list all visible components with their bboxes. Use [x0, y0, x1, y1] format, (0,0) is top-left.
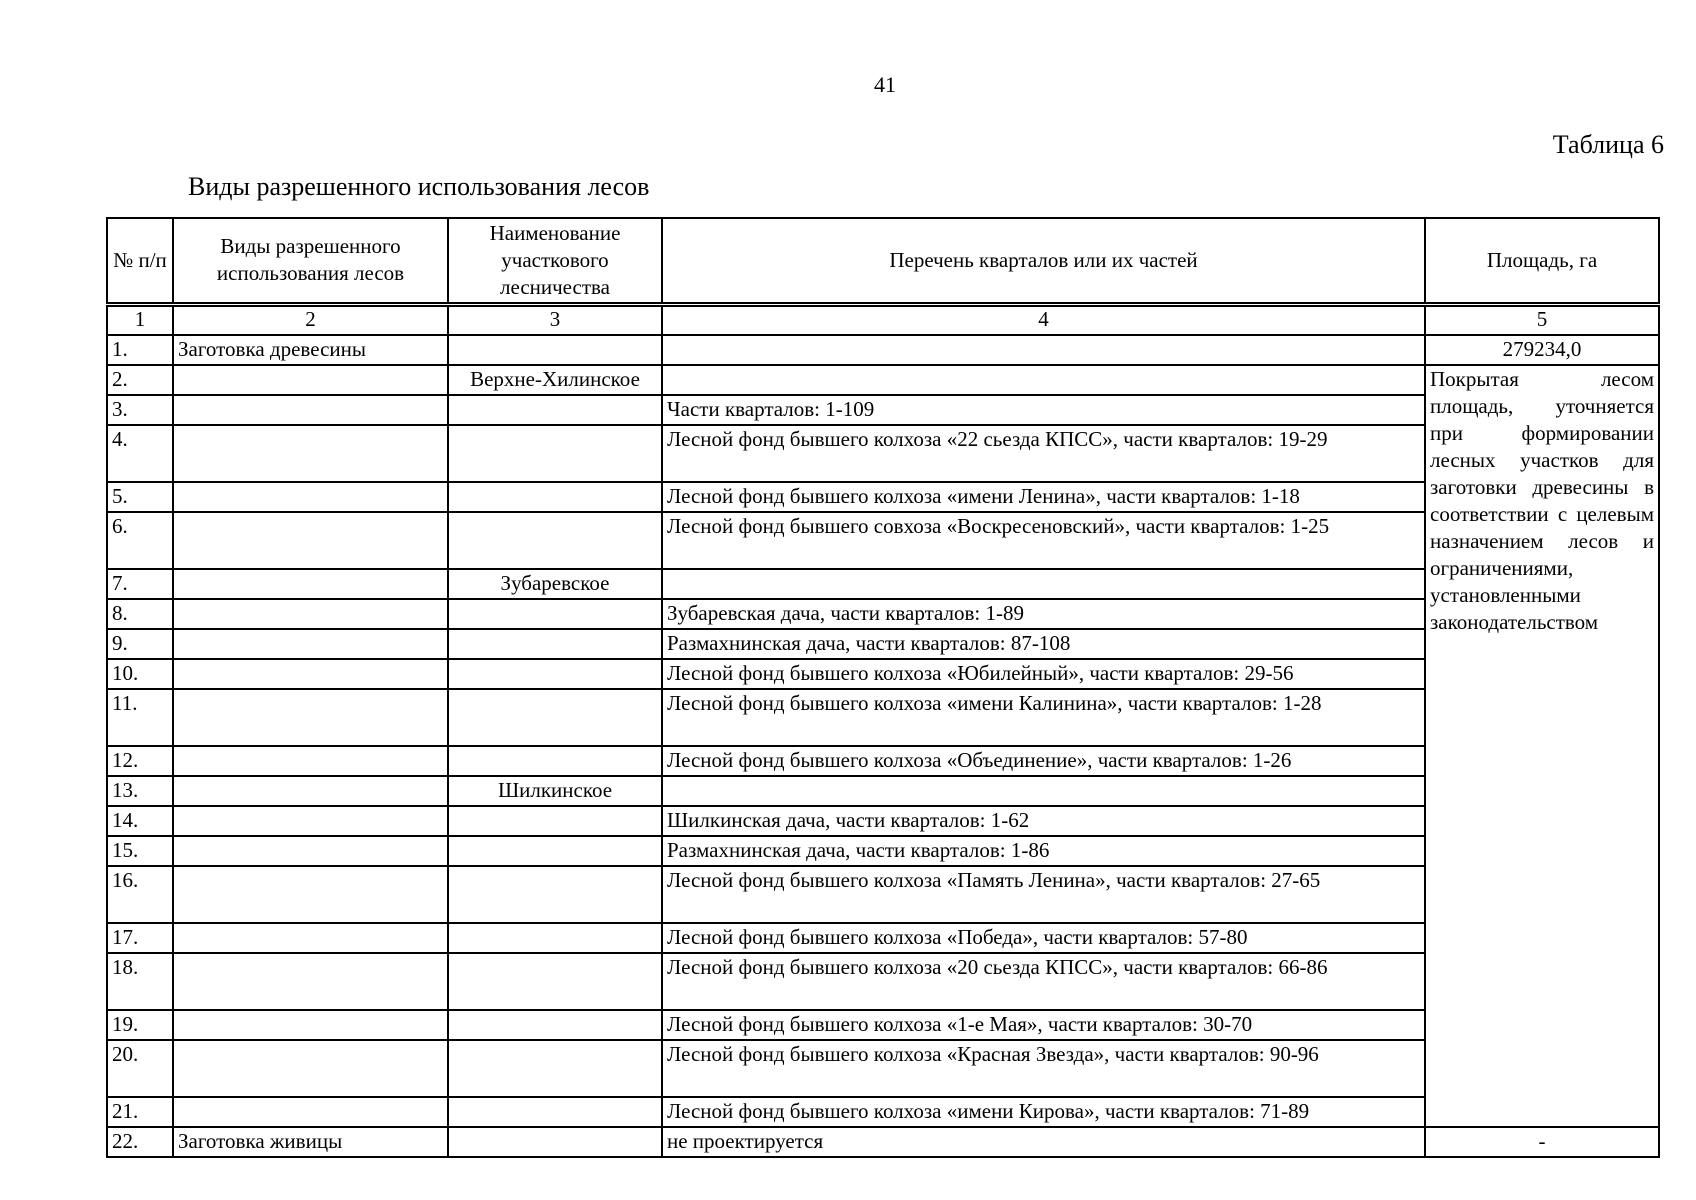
row-number: 8.: [107, 599, 173, 629]
row-number: 21.: [107, 1097, 173, 1127]
row-number: 4.: [107, 425, 173, 482]
row-number: 6.: [107, 512, 173, 569]
row-number: 7.: [107, 569, 173, 599]
row-number: 1.: [107, 335, 173, 365]
table-header-row: [107, 218, 1659, 304]
quarters-cell: Части кварталов: 1-109: [662, 395, 1425, 425]
forestry-cell: [448, 746, 662, 776]
row-number: 12.: [107, 746, 173, 776]
use-type-cell: [173, 425, 448, 482]
quarters-cell: Лесной фонд бывшего колхоза «Победа», части кварталов: 57-80: [662, 923, 1425, 953]
forestry-cell: Шилкинское: [448, 776, 662, 806]
use-type-cell: [173, 923, 448, 953]
forestry-cell: [448, 512, 662, 569]
page-number: 41: [874, 72, 896, 97]
row-number: 13.: [107, 776, 173, 806]
column-number: 5: [1425, 304, 1659, 335]
use-type-cell: [173, 866, 448, 923]
use-type-cell: [173, 836, 448, 866]
quarters-cell: [662, 335, 1425, 365]
column-number: 4: [662, 304, 1425, 335]
quarters-cell: [662, 569, 1425, 599]
quarters-cell: Лесной фонд бывшего колхоза «1-е Мая», части кварталов: 30-70: [662, 1010, 1425, 1040]
row-number: 9.: [107, 629, 173, 659]
row-number: 22.: [107, 1127, 173, 1157]
quarters-cell: Размахнинская дача, части кварталов: 87-108: [662, 629, 1425, 659]
forest-use-table: [106, 217, 1660, 1158]
quarters-cell: Лесной фонд бывшего колхоза «Юбилейный», части кварталов: 29-56: [662, 659, 1425, 689]
use-type-cell: [173, 1097, 448, 1127]
quarters-cell: Лесной фонд бывшего колхоза «имени Ленина», части кварталов: 1-18: [662, 482, 1425, 512]
table-row: [107, 335, 1659, 365]
quarters-cell: Размахнинская дача, части кварталов: 1-86: [662, 836, 1425, 866]
table-row: [107, 365, 1659, 395]
use-type-cell: Заготовка древесины: [173, 335, 448, 365]
forestry-cell: [448, 806, 662, 836]
forestry-cell: [448, 866, 662, 923]
forestry-cell: [448, 836, 662, 866]
quarters-cell: [662, 776, 1425, 806]
row-number: 10.: [107, 659, 173, 689]
use-type-cell: [173, 1010, 448, 1040]
quarters-cell: Лесной фонд бывшего колхоза «20 сьезда КПСС», части кварталов: 66-86: [662, 953, 1425, 1010]
document-title: Виды разрешенного использования лесов: [188, 172, 650, 201]
forestry-cell: [448, 599, 662, 629]
forestry-cell: [448, 659, 662, 689]
header-forestry: Наименование участкового лесничества: [448, 218, 662, 304]
quarters-cell: Шилкинская дача, части кварталов: 1-62: [662, 806, 1425, 836]
quarters-cell: Лесной фонд бывшего колхоза «имени Кирова», части кварталов: 71-89: [662, 1097, 1425, 1127]
quarters-cell: Зубаревская дача, части кварталов: 1-89: [662, 599, 1425, 629]
use-type-cell: [173, 689, 448, 746]
use-type-cell: [173, 599, 448, 629]
use-type-cell: [173, 746, 448, 776]
quarters-cell: Лесной фонд бывшего колхоза «22 сьезда КПСС», части кварталов: 19-29: [662, 425, 1425, 482]
quarters-cell: Лесной фонд бывшего колхоза «Объединение», части кварталов: 1-26: [662, 746, 1425, 776]
row-number: 18.: [107, 953, 173, 1010]
forestry-cell: [448, 482, 662, 512]
forestry-cell: [448, 1040, 662, 1097]
use-type-cell: Заготовка живицы: [173, 1127, 448, 1157]
row-number: 14.: [107, 806, 173, 836]
row-number: 20.: [107, 1040, 173, 1097]
forestry-cell: Верхне-Хилинское: [448, 365, 662, 395]
row-number: 2.: [107, 365, 173, 395]
forestry-cell: [448, 1010, 662, 1040]
forestry-cell: [448, 923, 662, 953]
header-use-type: Виды разрешенного использования лесов: [173, 218, 448, 304]
use-type-cell: [173, 776, 448, 806]
use-type-cell: [173, 395, 448, 425]
column-number: 3: [448, 304, 662, 335]
use-type-cell: [173, 806, 448, 836]
use-type-cell: [173, 482, 448, 512]
forestry-cell: [448, 629, 662, 659]
row-number: 11.: [107, 689, 173, 746]
column-number-row: [107, 304, 1659, 335]
quarters-cell: Лесной фонд бывшего колхоза «имени Калинина», части кварталов: 1-28: [662, 689, 1425, 746]
area-cell: 279234,0: [1425, 335, 1659, 365]
row-number: 16.: [107, 866, 173, 923]
use-type-cell: [173, 953, 448, 1010]
header-quarters: Перечень кварталов или их частей: [662, 218, 1425, 304]
header-number: № п/п: [107, 218, 173, 304]
quarters-cell: [662, 365, 1425, 395]
quarters-cell: Лесной фонд бывшего совхоза «Воскресеновский», части кварталов: 1-25: [662, 512, 1425, 569]
area-note-cell: [1425, 365, 1659, 1127]
forestry-cell: [448, 689, 662, 746]
forestry-cell: [448, 425, 662, 482]
area-cell: -: [1425, 1127, 1659, 1157]
table-label: Таблица 6: [1552, 130, 1664, 159]
use-type-cell: [173, 659, 448, 689]
forestry-cell: [448, 1127, 662, 1157]
row-number: 3.: [107, 395, 173, 425]
forestry-cell: [448, 335, 662, 365]
use-type-cell: [173, 512, 448, 569]
column-number: 2: [173, 304, 448, 335]
column-number: 1: [107, 304, 173, 335]
forestry-cell: [448, 1097, 662, 1127]
use-type-cell: [173, 629, 448, 659]
forestry-cell: [448, 395, 662, 425]
use-type-cell: [173, 365, 448, 395]
quarters-cell: Лесной фонд бывшего колхоза «Красная Звезда», части кварталов: 90-96: [662, 1040, 1425, 1097]
use-type-cell: [173, 1040, 448, 1097]
row-number: 5.: [107, 482, 173, 512]
quarters-cell: Лесной фонд бывшего колхоза «Память Ленина», части кварталов: 27-65: [662, 866, 1425, 923]
use-type-cell: [173, 569, 448, 599]
row-number: 17.: [107, 923, 173, 953]
area-note: Покрытая лесом площадь, уточняется при формировании лесных участков для заготовки древесины в соответствии с целевым назначением лесов и ограничениями, установленными законодательством: [1430, 366, 1654, 634]
row-number: 15.: [107, 836, 173, 866]
row-number: 19.: [107, 1010, 173, 1040]
quarters-cell: не проектируется: [662, 1127, 1425, 1157]
forestry-cell: [448, 953, 662, 1010]
forestry-cell: Зубаревское: [448, 569, 662, 599]
header-area: Площадь, га: [1425, 218, 1659, 304]
table-row: [107, 1127, 1659, 1157]
